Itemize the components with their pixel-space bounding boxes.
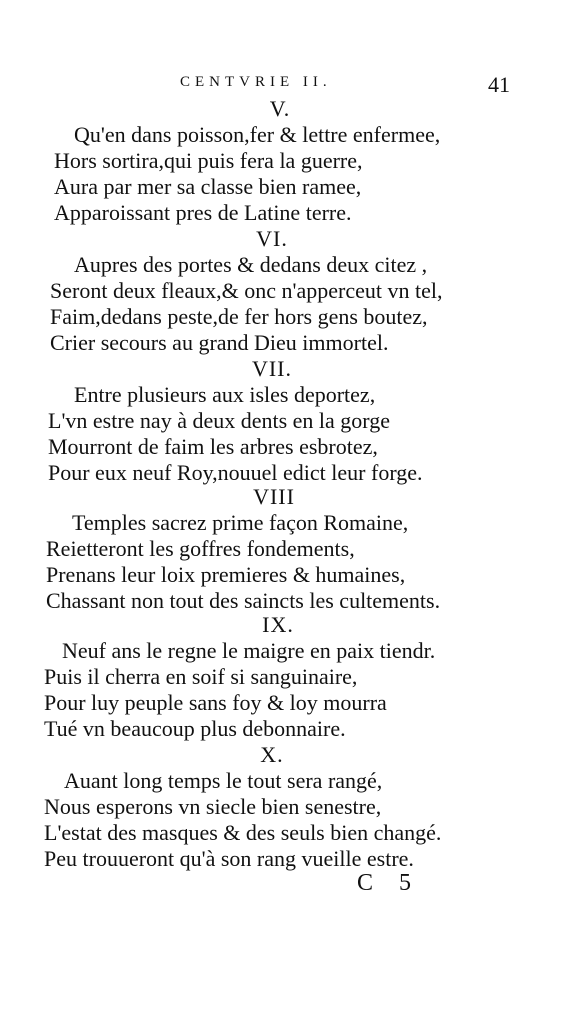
- verse-line: Neuf ans le regne le maigre en paix tiendr.: [62, 638, 436, 663]
- verse-line: Crier secours au grand Dieu immortel.: [50, 330, 389, 355]
- quatrain-number: VII.: [251, 356, 293, 381]
- quatrain-number: VIII: [253, 484, 295, 509]
- verse-line: Aura par mer sa classe bien ramee,: [54, 174, 362, 199]
- quatrain-number: V.: [269, 96, 291, 121]
- verse-line: Chassant non tout des saincts les cultements.: [46, 588, 441, 613]
- verse-line: Reietteront les goffres fondements,: [46, 536, 355, 561]
- verse-line: Qu'en dans poisson,fer & lettre enfermee,: [74, 122, 441, 147]
- quatrain-number: IX.: [262, 612, 294, 637]
- verse-line: Temples sacrez prime façon Romaine,: [72, 510, 409, 535]
- quatrain-number: VI.: [256, 226, 288, 251]
- verse-line: Peu trouueront qu'à son rang vueille estre.: [44, 846, 414, 871]
- verse-line: Apparoissant pres de Latine terre.: [54, 200, 352, 225]
- verse-line: Aupres des portes & dedans deux citez ,: [74, 252, 428, 277]
- verse-line: L'vn estre nay à deux dents en la gorge: [48, 408, 390, 433]
- verse-line: Nous esperons vn siecle bien senestre,: [44, 794, 382, 819]
- verse-line: Pour eux neuf Roy,nouuel edict leur forge.: [48, 460, 423, 485]
- verse-line: Auant long temps le tout sera rangé,: [64, 768, 383, 793]
- verse-line: Pour luy peuple sans foy & loy mourra: [44, 690, 387, 715]
- verse-line: Entre plusieurs aux isles deportez,: [74, 382, 376, 407]
- verse-line: Tué vn beaucoup plus debonnaire.: [44, 716, 346, 741]
- verse-line: Faim,dedans peste,de fer hors gens boutez,: [50, 304, 428, 329]
- running-title: CENTVRIE II.: [180, 74, 332, 90]
- verse-line: Seront deux fleaux,& onc n'apperceut vn tel,: [50, 278, 443, 303]
- verse-line: Mourront de faim les arbres esbrotez,: [48, 434, 378, 459]
- verse-line: Prenans leur loix premieres & humaines,: [46, 562, 406, 587]
- verse-line: L'estat des masques & des seuls bien changé.: [44, 820, 442, 845]
- signature-mark: C 5: [357, 870, 422, 896]
- page-number: 41: [488, 72, 510, 97]
- verse-line: Puis il cherra en soif si sanguinaire,: [44, 664, 358, 689]
- quatrain-number: X.: [260, 742, 284, 767]
- verse-line: Hors sortira,qui puis fera la guerre,: [54, 148, 363, 173]
